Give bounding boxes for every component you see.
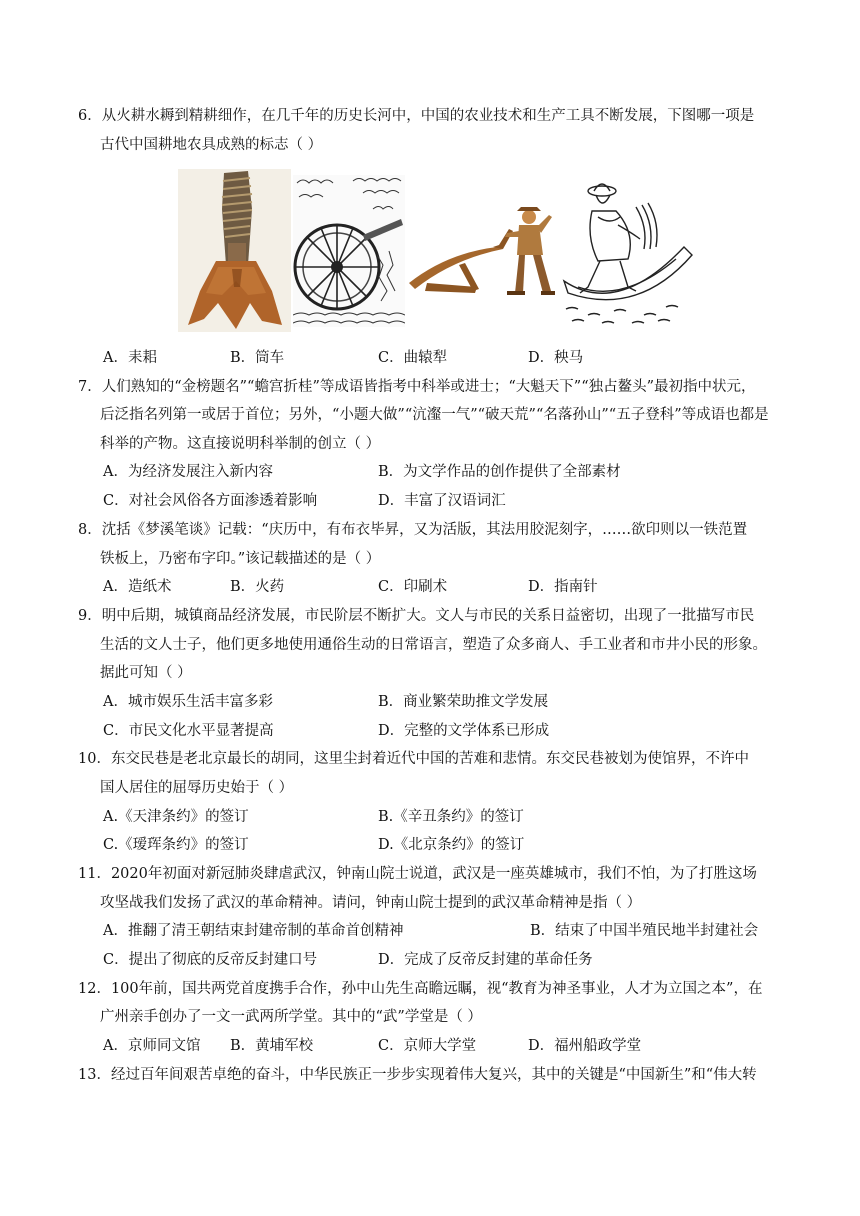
q10-line1: 10．东交民巷是老北京最长的胡同，这里尘封着近代中国的苦难和悲情。东交民巷被划为使馆界，不许中 xyxy=(78,751,749,767)
rice-seedling-horse-image xyxy=(558,177,697,327)
q11-line2: 攻坚战我们发扬了武汉的革命精神。请问，钟南山院士提到的武汉革命精神是指（ ） xyxy=(100,895,642,911)
q10-option-d[interactable]: D.《北京条约》的签订 xyxy=(378,837,525,853)
q11-option-d[interactable]: D．完成了反帝反封建的革命任务 xyxy=(378,952,593,968)
q9-line2: 生活的文人士子，他们更多地使用通俗生动的日常语言，塑造了众多商人、手工业者和市井小民的形象。 xyxy=(100,637,767,653)
q7-line3: 科举的产物。这直接说明科举制的创立（ ） xyxy=(100,436,381,452)
q8-line1: 8．沈括《梦溪笔谈》记载：“庆历中，有布衣毕昇，又为活版，其法用胶泥刻字，……欲印则以一铁范置 xyxy=(78,522,748,538)
q12-line1: 12．100年前，国共两党首度携手合作，孙中山先生高瞻远瞩，视“教育为神圣事业，人才为立国之本”，在 xyxy=(78,981,763,997)
q12-option-c[interactable]: C．京师大学堂 xyxy=(378,1038,477,1054)
q11-option-b[interactable]: B．结束了中国半殖民地半封建社会 xyxy=(530,923,759,939)
q12-option-a[interactable]: A．京师同文馆 xyxy=(103,1038,201,1054)
q10-line2: 国人居住的屈辱历史始于（ ） xyxy=(100,780,294,796)
q6-line2: 古代中国耕地农具成熟的标志（ ） xyxy=(100,137,323,153)
q6-line1: 6．从火耕水耨到精耕细作，在几千年的历史长河中，中国的农业技术和生产工具不断发展，下图哪一项是 xyxy=(78,108,755,124)
q10-option-c[interactable]: C.《瑷珲条约》的签订 xyxy=(103,837,249,853)
q9-option-a[interactable]: A．城市娱乐生活丰富多彩 xyxy=(103,694,273,710)
q13-line1: 13．经过百年间艰苦卓绝的奋斗，中华民族正一步步实现着伟大复兴，其中的关键是“中国新生”和“伟大转 xyxy=(78,1067,757,1083)
q8-option-a[interactable]: A．造纸术 xyxy=(103,579,172,595)
q8-option-d[interactable]: D．指南针 xyxy=(528,579,598,595)
q11-option-a[interactable]: A．推翻了清王朝结束封建帝制的革命首创精神 xyxy=(103,923,404,939)
q7-option-a[interactable]: A．为经济发展注入新内容 xyxy=(103,464,273,480)
q9-option-d[interactable]: D．完整的文学体系已形成 xyxy=(378,723,550,739)
q12-line2: 广州亲手创办了一文一武两所学堂。其中的“武”学堂是（ ） xyxy=(100,1009,482,1025)
q11-option-c[interactable]: C．提出了彻底的反帝反封建口号 xyxy=(103,952,318,968)
q7-option-c[interactable]: C．对社会风俗各方面渗透着影响 xyxy=(103,493,318,509)
q7-line2: 后泛指名列第一或居于首位；另外，“小题大做”“沆瀣一气”“破天荒”“名落孙山”“五子登科”等成语也都是 xyxy=(100,407,769,423)
q9-option-c[interactable]: C．市民文化水平显著提高 xyxy=(103,723,274,739)
q8-option-b[interactable]: B．火药 xyxy=(230,579,285,595)
q9-line1: 9．明中后期，城镇商品经济发展，市民阶层不断扩大。文人与市民的关系日益密切，出现了一批描写市民 xyxy=(78,608,755,624)
q7-option-d[interactable]: D．丰富了汉语词汇 xyxy=(378,493,506,509)
q6-option-b[interactable]: B．筒车 xyxy=(230,350,285,366)
q11-line1: 11．2020年初面对新冠肺炎肆虐武汉，钟南山院士说道，武汉是一座英雄城市，我们不怕，为了打胜这场 xyxy=(78,866,757,882)
q8-line2: 铁板上，乃密布字印。”该记载描述的是（ ） xyxy=(100,551,381,567)
q12-option-b[interactable]: B．黄埔军校 xyxy=(230,1038,314,1054)
q7-line1: 7．人们熟知的“金榜题名”“蟾宫折桂”等成语皆指考中科举或进士；“大魁天下”“独占鳌头”最初指中状元， xyxy=(78,379,756,395)
q6-option-d[interactable]: D．秧马 xyxy=(528,350,584,366)
q10-option-a[interactable]: A.《天津条约》的签订 xyxy=(103,809,249,825)
curved-plow-image xyxy=(407,203,556,298)
q9-option-b[interactable]: B．商业繁荣助推文学发展 xyxy=(378,694,549,710)
q6-option-c[interactable]: C．曲辕犁 xyxy=(378,350,448,366)
q8-option-c[interactable]: C．印刷术 xyxy=(378,579,448,595)
leisi-artifact-image xyxy=(178,169,291,332)
q10-option-b[interactable]: B.《辛丑条约》的签订 xyxy=(378,809,524,825)
q12-option-d[interactable]: D．福州船政学堂 xyxy=(528,1038,642,1054)
q7-option-b[interactable]: B．为文学作品的创作提供了全部素材 xyxy=(378,464,621,480)
q6-option-a[interactable]: A．耒耜 xyxy=(103,350,157,366)
q9-line3: 据此可知（ ） xyxy=(100,665,192,681)
water-wheel-image xyxy=(293,175,405,327)
